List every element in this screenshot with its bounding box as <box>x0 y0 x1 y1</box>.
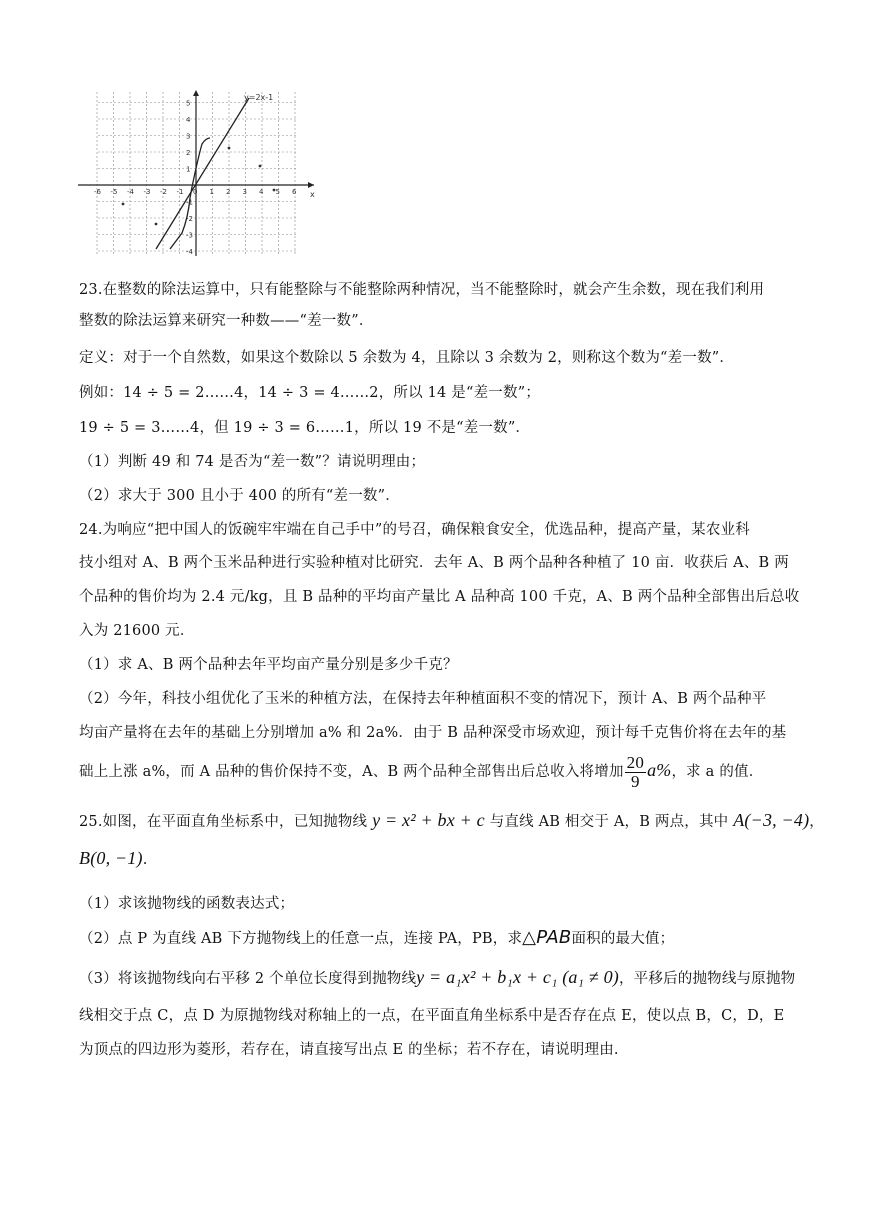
y-axis-arrow <box>193 90 199 96</box>
y-tick-label: -2 <box>186 215 193 223</box>
x-tick-label: 0 <box>193 188 198 196</box>
q24-line-2: 技小组对 A、B 两个玉米品种进行实验种植对比研究．去年 A、B 两个品种各种植了 10 亩．收获后 A、B 两 <box>79 555 789 571</box>
x-tick-label: 1 <box>209 188 214 196</box>
coordinate-graph <box>78 88 318 258</box>
fraction-20-9 <box>625 754 646 791</box>
q24-part-2-line-3 <box>79 748 763 794</box>
q25-part-3-text-a: （3）将该抛物线向右平移 2 个单位长度得到抛物线 <box>79 971 417 987</box>
q24-part-1: （1）求 A、B 两个品种去年平均亩产量分别是多少千克？ <box>79 657 458 673</box>
x-tick-label: -6 <box>94 188 101 196</box>
q25-part-3-line-3: 为顶点的四边形为菱形，若存在，请直接写出点 E 的坐标；若不存在，请说明理由. <box>79 1042 619 1058</box>
x-axis-label: x <box>310 190 315 199</box>
a-percent: a% <box>647 760 672 780</box>
point-b: B(0, −1) <box>79 848 143 868</box>
q23-line-4: 例如：14 ÷ 5 = 2……4，14 ÷ 3 = 4……2，所以 14 是“差一数”； <box>79 385 541 401</box>
y-tick-label: -1 <box>186 198 193 207</box>
q25-part-3-text-b: ，平移后的抛物线与原抛物 <box>618 971 796 987</box>
q25-part-2 <box>79 926 674 951</box>
q24-line-3: 个品种的售价均为 2.4 元/kg，且 B 品种的平均亩产量比 A 品种高 100 千克，A、B 两个品种全部售出后总收 <box>79 589 800 605</box>
q25-line-2 <box>79 845 148 873</box>
x-tick-label: -3 <box>143 188 151 196</box>
q23-part-1: （1）判断 49 和 74 是否为“差一数”？请说明理由； <box>79 454 426 470</box>
x-tick-label: 5 <box>275 188 280 196</box>
q25-part-2-text-a: （2）点 P 为直线 AB 下方抛物线上的任意一点，连接 PA，PB，求 <box>79 931 523 947</box>
graph-line <box>156 98 249 249</box>
q24-line-1: 24.为响应“把中国人的饭碗牢牢端在自己手中”的号召，确保粮食安全，优选品种，提高产量，某农业科 <box>79 522 750 538</box>
y-tick-label: -3 <box>186 231 193 240</box>
x-tick-label: 4 <box>259 188 264 196</box>
x-tick-label: -4 <box>127 188 134 196</box>
x-tick-label: -2 <box>160 188 167 196</box>
y-tick-label: 1 <box>186 165 191 174</box>
q25-period: . <box>142 852 148 868</box>
q25-comma: ， <box>809 814 824 830</box>
q25-part-3-line-1 <box>79 964 795 992</box>
q23-line-5: 19 ÷ 5 = 3……4，但 19 ÷ 3 = 6……1，所以 19 不是“差一数”． <box>79 420 531 436</box>
q25-part-2-text-b: 面积的最大值； <box>571 931 675 947</box>
shifted-parabola-equation: y = a₁x² + b₁x + c₁ (a₁ ≠ 0) <box>416 967 619 987</box>
x-tick-label: 3 <box>242 188 247 196</box>
parabola-equation: y = x² + bx + c <box>372 810 485 830</box>
x-tick-labels <box>94 188 297 196</box>
q23-line-2: 整数的除法运算来研究一种数——“差一数”． <box>79 313 374 329</box>
point-a: A(−3, −4) <box>733 810 810 830</box>
x-tick-label: 2 <box>226 188 231 196</box>
y-tick-label: 4 <box>186 116 191 124</box>
q25-part-1: （1）求该抛物线的函数表达式； <box>79 896 295 912</box>
q25-text-b: 与直线 AB 相交于 A，B 两点，其中 <box>489 814 729 830</box>
y-tick-label: 2 <box>186 149 191 157</box>
fraction-denominator: 9 <box>631 771 640 791</box>
q24-part-2-line-1: （2）今年，科技小组优化了玉米的种植方法，在保持去年种植面积不变的情况下，预计 A、B 两个品种平 <box>79 691 767 707</box>
x-tick-label: -1 <box>176 188 184 196</box>
y-tick-label: -4 <box>186 248 193 256</box>
q23-line-3: 定义：对于一个自然数，如果这个数除以 5 余数为 4，且除以 3 余数为 2，则称这个数为“差一数”． <box>79 350 735 366</box>
q25-line-1 <box>79 807 824 835</box>
y-tick-labels <box>186 100 194 257</box>
triangle-pab: △PAB <box>522 927 572 948</box>
q23-part-2: （2）求大于 300 且小于 400 的所有“差一数”． <box>79 488 400 504</box>
y-tick-label: 3 <box>186 132 191 141</box>
q24-line-4: 入为 21600 元． <box>79 623 195 639</box>
x-tick-label: 6 <box>292 188 297 196</box>
line-label: y=2x-1 <box>244 93 274 102</box>
fraction-numerator: 20 <box>626 752 645 772</box>
q25-part-3-line-2: 线相交于点 C，点 D 为原抛物线对称轴上的一点，在平面直角坐标系中是否存在点 E，使以点 B，C，D，E <box>79 1008 785 1024</box>
q24-text-c: ，求 a 的值． <box>671 764 764 780</box>
x-axis-arrow <box>308 182 314 188</box>
q24-text-a: 础上上涨 a%，而 A 品种的售价保持不变，A、B 两个品种全部售出后总收入将增加 <box>79 764 624 780</box>
x-tick-label: -5 <box>110 188 118 196</box>
grid-lines <box>97 92 298 256</box>
q25-text-a: 25.如图，在平面直角坐标系中，已知抛物线 <box>79 814 368 830</box>
y-tick-label: 5 <box>186 99 191 108</box>
q24-part-2-line-2: 均亩产量将在去年的基础上分别增加 a% 和 2a%．由于 B 品种深受市场欢迎，预计每千克售价将在去年的基 <box>79 725 787 741</box>
q23-line-1: 23.在整数的除法运算中，只有能整除与不能整除两种情况，当不能整除时，就会产生余数，现在我们利用 <box>79 282 765 298</box>
